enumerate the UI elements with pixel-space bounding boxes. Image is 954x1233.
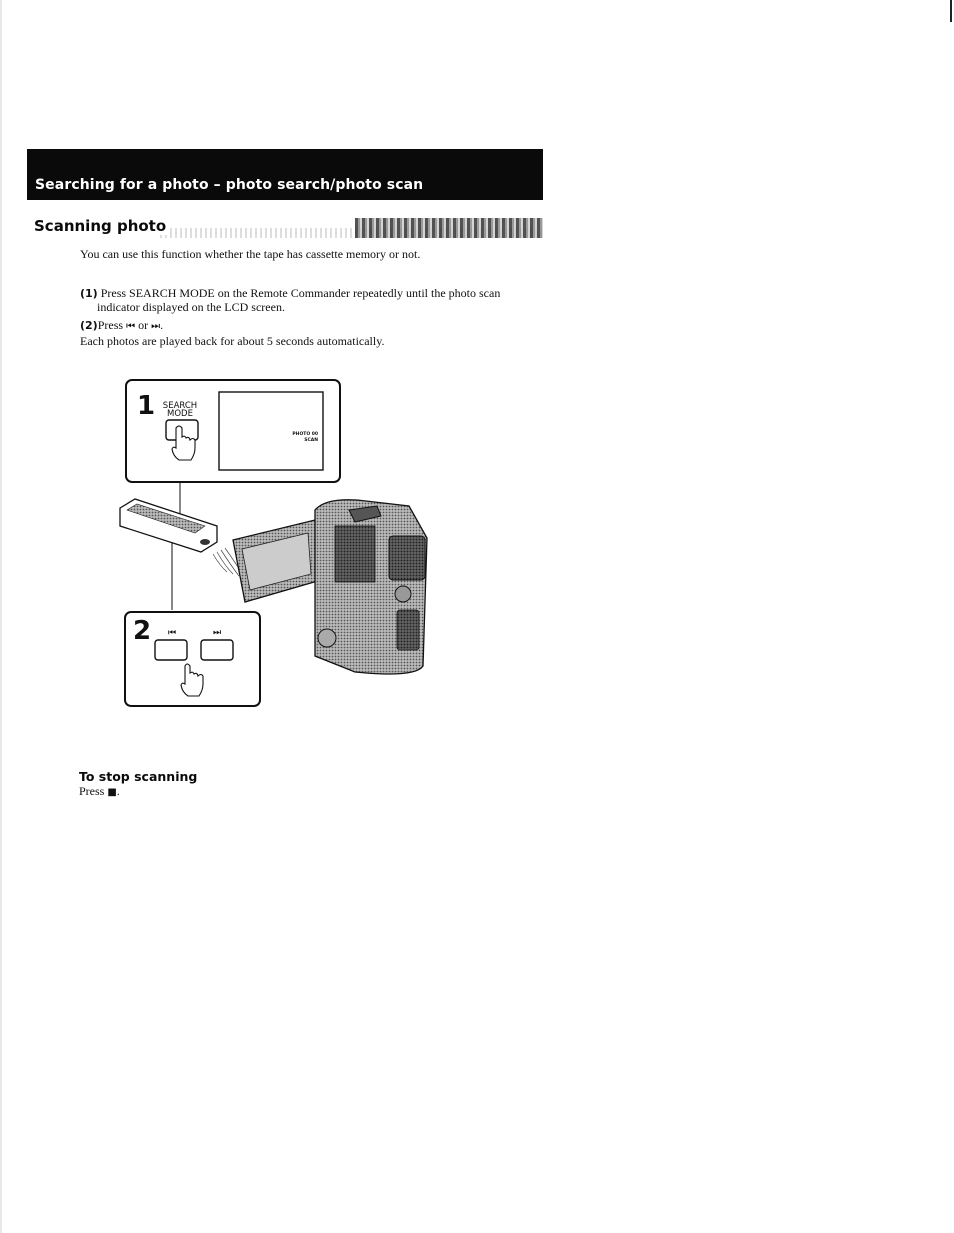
camcorder <box>233 500 427 674</box>
lcd-screen <box>219 392 323 470</box>
step-2-callout <box>125 612 260 706</box>
step-1-callout <box>126 380 340 482</box>
stop-scanning-text <box>79 784 120 800</box>
step-1 <box>80 286 500 301</box>
fast-forward-icon: ⏭ <box>151 321 161 332</box>
fast-forward-button-icon: ⏭ <box>212 628 222 638</box>
header-bar <box>27 149 543 200</box>
stop-prefix: Press <box>79 784 108 798</box>
scan-indicator: SCAN <box>304 438 318 443</box>
step-2-number: (2) <box>80 319 98 332</box>
search-mode-label-1: SEARCH <box>162 401 198 411</box>
step-2 <box>80 318 163 334</box>
crop-mark <box>950 0 952 22</box>
illustration <box>115 376 435 711</box>
step-2-big-number: 2 <box>133 616 152 646</box>
step-2-suffix: . <box>160 318 164 332</box>
intro-text: You can use this function whether the tape has cassette memory or not. <box>80 247 421 261</box>
step-1-big-number: 1 <box>137 391 156 421</box>
stop-icon: ■ <box>107 787 117 798</box>
stop-scanning-title: To stop scanning <box>79 769 198 784</box>
section-rule-dark <box>355 218 543 238</box>
step-2-prefix: Press <box>97 318 127 332</box>
stop-suffix: . <box>116 784 120 798</box>
fast-forward-button <box>201 640 233 660</box>
after-steps-text: Each photos are played back for about 5 seconds automatically. <box>80 334 385 348</box>
section-title: Scanning photo <box>34 217 170 235</box>
step-1-number: (1) <box>80 287 98 300</box>
rewind-button <box>155 640 187 660</box>
rewind-icon: ⏮ <box>126 321 136 332</box>
step-2-or: or <box>135 318 152 332</box>
step-1-line1: Press SEARCH MODE on the Remote Commander repeatedly until the photo scan <box>100 286 501 300</box>
photo-indicator: PHOTO 00 <box>292 432 318 437</box>
page-title: Searching for a photo – photo search/photo scan <box>35 177 424 193</box>
step-1-line2: indicator displayed on the LCD screen. <box>97 300 285 314</box>
rewind-button-icon: ⏮ <box>167 628 177 638</box>
remote-commander <box>120 499 217 552</box>
search-mode-label-2: MODE <box>167 409 193 419</box>
page-edge <box>0 0 2 1233</box>
